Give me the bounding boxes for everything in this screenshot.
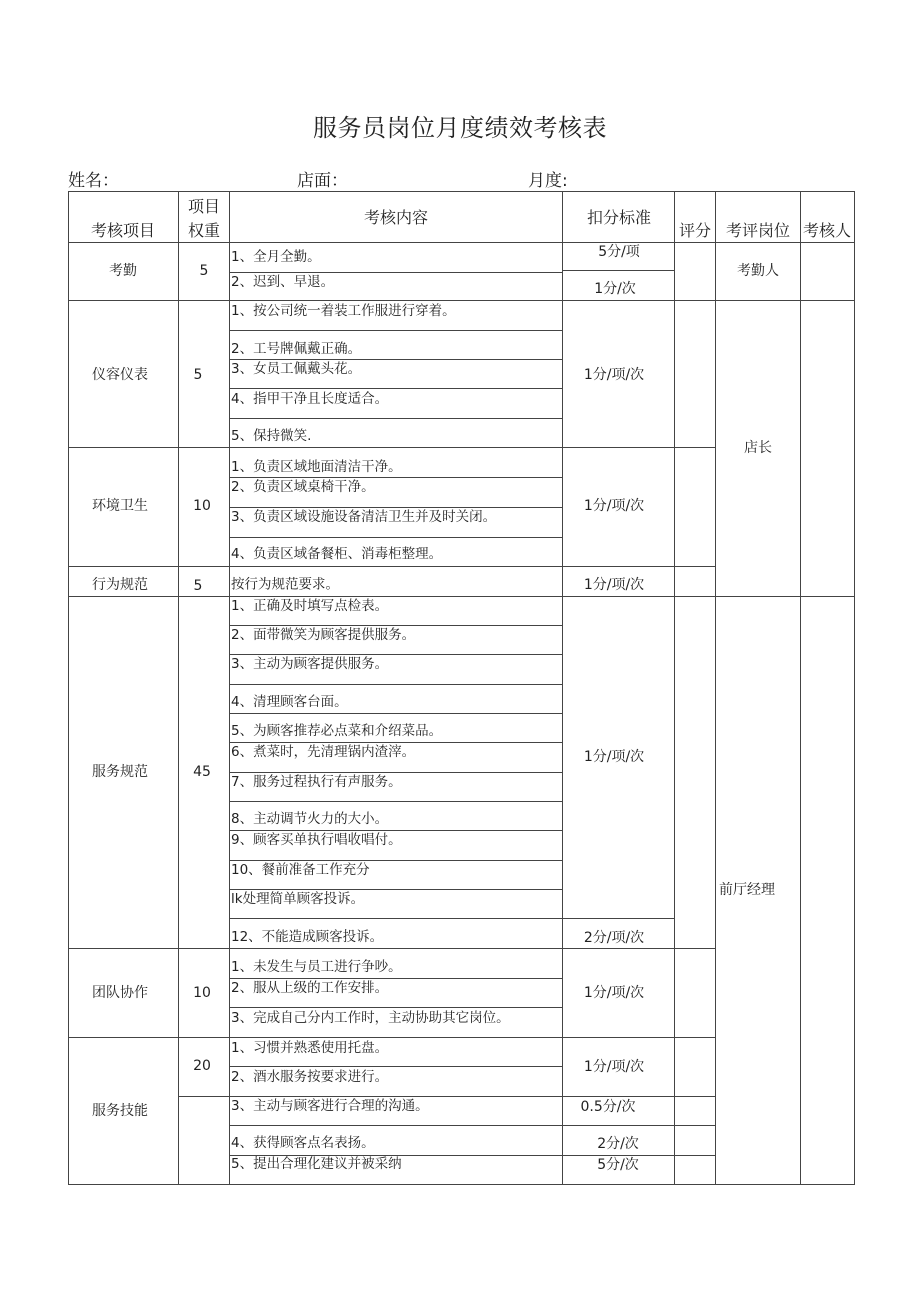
content-item: 4、获得顾客点名表扬。 [231,1135,375,1151]
content-item: lk处理简单顾客投诉。 [231,891,365,907]
content-item: 2、酒水服务按要求进行。 [231,1069,389,1085]
standard-cell: 2分/项/次 [583,930,645,946]
col-header-standard: 扣分标准 [586,208,652,227]
standard-cell: 1分/项/次 [583,1059,645,1075]
col-header-item: 考核项目 [90,221,156,240]
standard-cell: 1分/次 [594,281,636,297]
section-weight: 10 [193,985,211,1001]
content-item: 2、工号牌佩戴正确。 [231,341,362,357]
section-weight: 45 [193,764,211,780]
content-item: 7、服务过程执行有声服务。 [231,774,402,790]
section-name: 行为规范 [92,577,148,593]
col-header-weight-line2: 权重 [187,221,221,240]
content-item: 5、提出合理化建议并被采纳 [231,1156,402,1172]
col-header-post: 考评岗位 [725,221,791,240]
content-item: 12、不能造成顾客投诉。 [231,929,384,945]
content-item: 10、餐前准备工作充分 [231,862,370,878]
content-item: 1、全月全勤。 [231,249,321,265]
content-item: 2、负责区域桌椅干净。 [231,479,375,495]
standard-cell: 0.5分/次 [580,1099,636,1115]
content-item: 1、按公司统一着装工作服进行穿着。 [231,303,456,319]
content-item: 3、负责区域设施设备清洁卫生并及时关闭。 [231,509,497,525]
standard-cell: 1分/项/次 [583,498,645,514]
page-title: 服务员岗位月度绩效考核表 [313,114,607,142]
standard-cell: 2分/次 [597,1136,639,1152]
section-name: 服务技能 [92,1103,148,1119]
col-header-assessor: 考核人 [802,221,852,240]
content-item: 1、负责区域地面清洁干净。 [231,459,402,475]
content-item: 按行为规范要求。 [231,576,339,593]
col-header-content: 考核内容 [363,208,429,227]
section-weight: 5 [199,263,209,279]
section-name: 考勤 [109,263,137,279]
content-item: 5、保持微笑. [231,428,312,444]
content-item: 8、主动调节火力的大小。 [231,811,389,827]
content-item: 3、完成自己分内工作时，主动协助其它岗位。 [231,1010,510,1026]
section-name: 环境卫生 [92,498,148,514]
post-cell-front-manager: 前厅经理 [719,882,775,898]
content-item: 4、负责区域备餐柜、消毒柜整理。 [231,546,443,562]
section-name: 仪容仪表 [92,367,148,383]
content-item: 2、迟到、早退。 [231,274,335,290]
content-item: 3、主动为顾客提供服务。 [231,656,389,672]
standard-cell: 5分/次 [597,1157,639,1173]
content-item: 6、煮菜时，先清理锅内渣滓。 [231,744,416,760]
standard-cell: 1分/项/次 [583,985,645,1001]
col-header-score: 评分 [678,221,712,240]
post-cell: 考勤人 [737,263,779,279]
section-weight: 5 [193,578,203,594]
standard-cell: 5分/项 [598,244,640,260]
standard-cell: 1分/项/次 [583,749,645,765]
month-label: 月度: [528,171,568,191]
store-label: 店面： [297,171,348,191]
section-weight: 20 [193,1058,211,1074]
col-header-weight-line1: 项目 [187,197,221,216]
content-item: 2、面带微笑为顾客提供服务。 [231,627,416,643]
post-cell-store-manager: 店长 [744,440,772,456]
section-weight: 10 [193,498,211,514]
content-item: 3、主动与顾客进行合理的沟通。 [231,1098,429,1114]
section-name: 团队协作 [92,985,148,1001]
content-item: 9、顾客买单执行唱收唱付。 [231,832,402,848]
section-weight: 5 [193,367,203,383]
content-item: 3、女员工佩戴头花。 [231,361,362,377]
content-item: 4、指甲干净且长度适合。 [231,391,389,407]
table-border [69,192,855,1185]
standard-cell: 1分/项/次 [583,577,645,593]
content-item: 1、正确及时填写点检表。 [231,598,389,614]
content-item: 1、习惯并熟悉使用托盘。 [231,1040,389,1056]
content-item: 1、未发生与员工进行争吵。 [231,959,402,975]
section-name: 服务规范 [92,764,148,780]
standard-cell: 1分/项/次 [583,367,645,383]
content-item: 4、清理顾客台面。 [231,694,348,710]
content-item: 2、服从上级的工作安排。 [231,980,389,996]
name-label: 姓名： [68,171,119,191]
content-item: 5、为顾客推荐必点菜和介绍菜品。 [231,723,443,739]
